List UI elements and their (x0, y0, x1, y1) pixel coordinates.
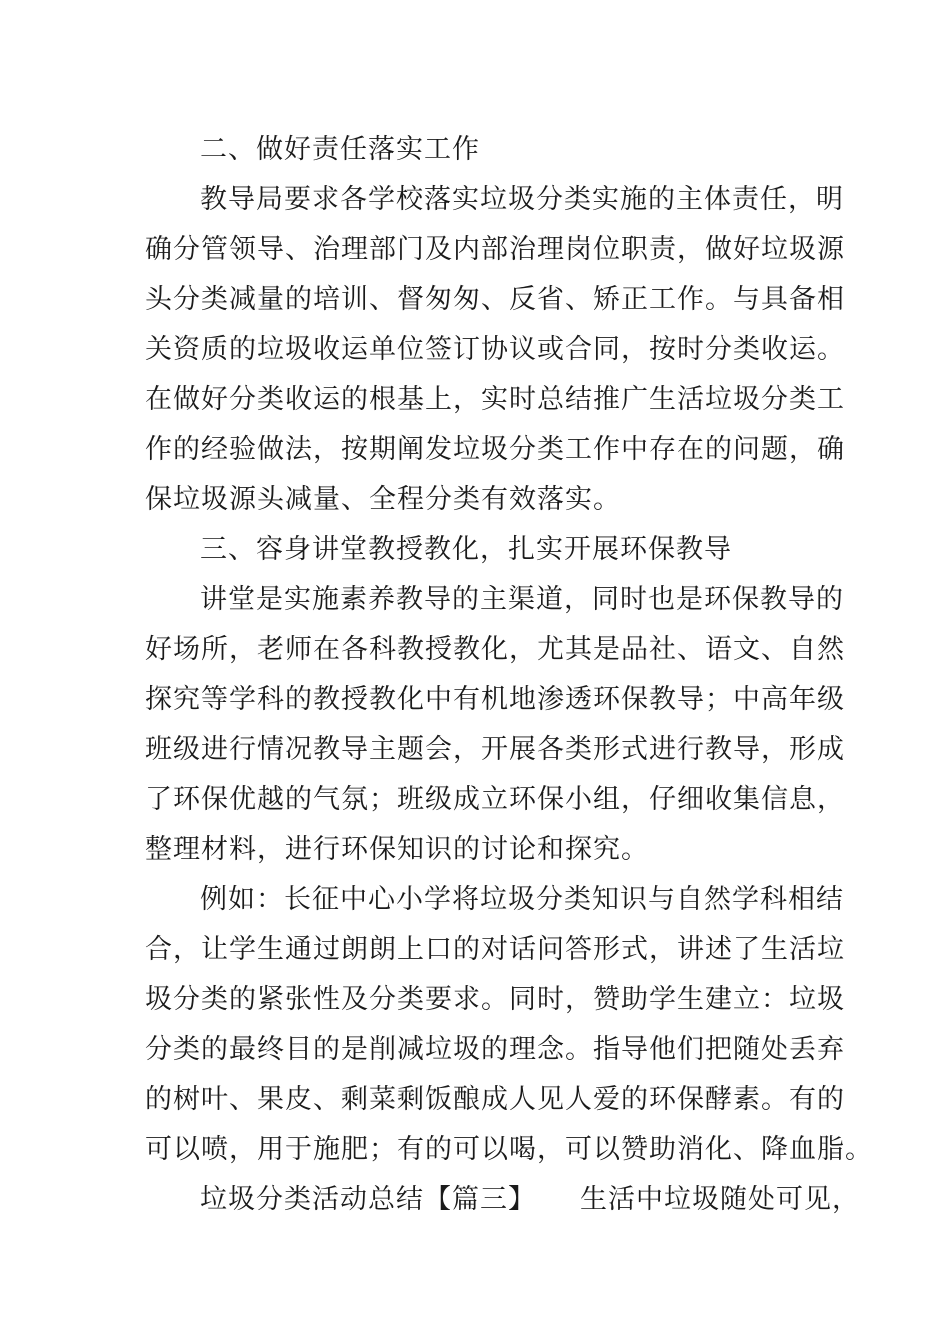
paragraph-line: 探究等学科的教授教化中有机地渗透环保教导；中高年级 (145, 684, 845, 715)
paragraph-line: 分类的最终目的是削减垃圾的理念。指导他们把随处丢弃 (145, 1034, 845, 1065)
paragraph-line: 班级进行情况教导主题会，开展各类形式进行教导，形成 (145, 734, 845, 765)
paragraph-line: 头分类减量的培训、督匆匆、反省、矫正工作。与具备相 (145, 284, 845, 315)
section-heading-2: 二、做好责任落实工作 (200, 134, 480, 165)
paragraph-line: 合，让学生通过朗朗上口的对话问答形式，讲述了生活垃 (145, 934, 845, 965)
paragraph-line: 可以喷，用于施肥；有的可以喝，可以赞助消化、降血脂。 (145, 1134, 873, 1165)
paragraph-line: 教导局要求各学校落实垃圾分类实施的主体责任，明 (200, 184, 844, 215)
paragraph-line: 生活中垃圾随处可见， (580, 1184, 860, 1215)
paragraph-line: 了环保优越的气氛；班级成立环保小组，仔细收集信息， (145, 784, 845, 815)
paragraph-line: 圾分类的紧张性及分类要求。同时，赞助学生建立：垃圾 (145, 984, 845, 1015)
section-heading-3: 三、容身讲堂教授教化，扎实开展环保教导 (200, 534, 732, 565)
paragraph-line: 好场所，老师在各科教授教化，尤其是品社、语文、自然 (145, 634, 845, 665)
paragraph-line: 的树叶、果皮、剩菜剩饭酿成人见人爱的环保酵素。有的 (145, 1084, 845, 1115)
paragraph-line: 讲堂是实施素养教导的主渠道，同时也是环保教导的 (200, 584, 844, 615)
paragraph-line: 整理材料，进行环保知识的讨论和探究。 (145, 834, 649, 865)
paragraph-line: 确分管领导、治理部门及内部治理岗位职责，做好垃圾源 (145, 234, 845, 265)
paragraph-line: 关资质的垃圾收运单位签订协议或合同，按时分类收运。 (145, 334, 845, 365)
paragraph-line: 在做好分类收运的根基上，实时总结推广生活垃圾分类工 (145, 384, 845, 415)
paragraph-line: 保垃圾源头减量、全程分类有效落实。 (145, 484, 621, 515)
article-heading-line (200, 1184, 860, 1216)
paragraph-line: 作的经验做法，按期阐发垃圾分类工作中存在的问题，确 (145, 434, 845, 465)
paragraph-line: 例如：长征中心小学将垃圾分类知识与自然学科相结 (200, 884, 844, 915)
article-heading: 垃圾分类活动总结【篇三】 (200, 1184, 536, 1215)
